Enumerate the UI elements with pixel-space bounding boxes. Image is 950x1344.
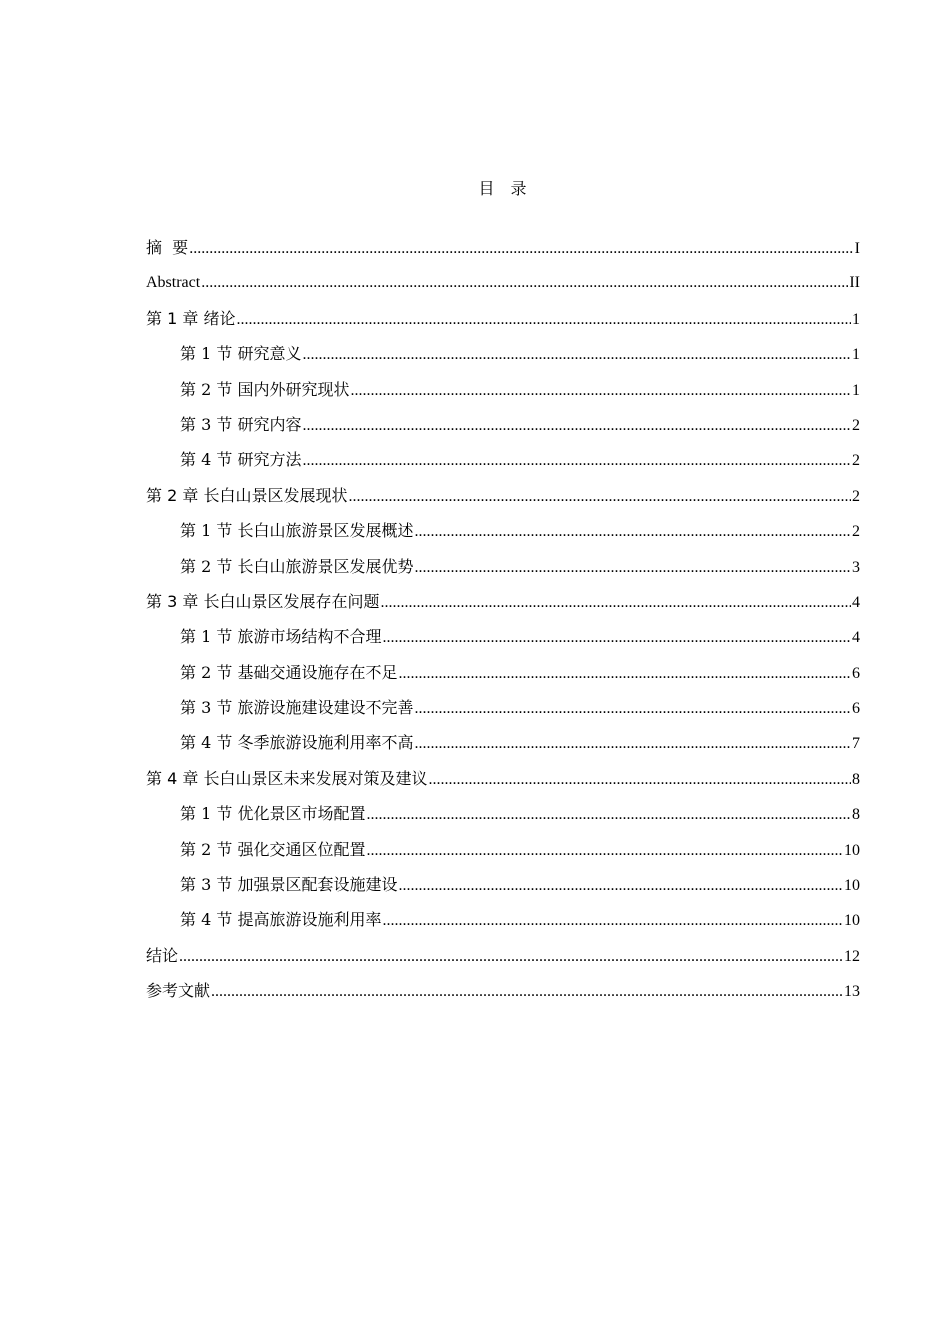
toc-entry[interactable] bbox=[146, 413, 860, 448]
toc-page-number: II bbox=[849, 274, 860, 292]
toc-entry[interactable] bbox=[146, 342, 860, 377]
toc-entry-label: 第 3 节 加强景区配套设施建设 bbox=[180, 875, 398, 895]
toc-dot-leader bbox=[380, 591, 851, 615]
toc-entry-label: 第 2 节 基础交通设施存在不足 bbox=[180, 662, 398, 682]
toc-dot-leader bbox=[302, 343, 851, 367]
toc-dot-leader bbox=[348, 485, 851, 509]
toc-entry[interactable] bbox=[146, 731, 860, 766]
toc-entry[interactable] bbox=[146, 802, 860, 837]
toc-entry[interactable] bbox=[146, 838, 860, 873]
toc-entry[interactable] bbox=[146, 908, 860, 943]
toc-entry-label: 第 3 节 研究内容 bbox=[180, 414, 302, 434]
toc-dot-leader bbox=[189, 237, 853, 261]
toc-page-number: 2 bbox=[852, 452, 860, 470]
toc-entry-label: 第 1 节 长白山旅游景区发展概述 bbox=[180, 521, 414, 541]
toc-entry[interactable] bbox=[146, 873, 860, 908]
toc-dot-leader bbox=[398, 662, 851, 686]
toc-dot-leader bbox=[179, 945, 843, 969]
toc-page-number: 2 bbox=[852, 416, 860, 434]
toc-entry-label: 第 3 节 旅游设施建设建设不完善 bbox=[180, 698, 414, 718]
toc-entry[interactable] bbox=[146, 448, 860, 483]
toc-entry[interactable] bbox=[146, 625, 860, 660]
toc-entry[interactable] bbox=[146, 307, 860, 342]
toc-entry-label: 第 4 节 研究方法 bbox=[180, 450, 302, 470]
toc-entry-label: 第 2 节 强化交通区位配置 bbox=[180, 839, 366, 859]
toc-page-number: 1 bbox=[852, 381, 860, 399]
toc-entry[interactable] bbox=[146, 696, 860, 731]
toc-page-number: 12 bbox=[844, 947, 860, 965]
toc-page-number: 8 bbox=[852, 806, 860, 824]
toc-entry-label: 第 4 章 长白山景区未来发展对策及建议 bbox=[146, 768, 428, 788]
toc-page-number: 4 bbox=[852, 593, 860, 611]
toc-page-number: 2 bbox=[852, 487, 860, 505]
toc-entry-label: 第 1 章 绪论 bbox=[146, 308, 236, 328]
toc-page-number: 1 bbox=[852, 346, 860, 364]
toc-page-number: 7 bbox=[852, 735, 860, 753]
toc-entry[interactable] bbox=[146, 555, 860, 590]
table-of-contents bbox=[146, 236, 860, 1015]
toc-entry-label: 第 3 章 长白山景区发展存在问题 bbox=[146, 591, 380, 611]
toc-title-char-2: 录 bbox=[510, 181, 527, 198]
toc-dot-leader bbox=[302, 449, 851, 473]
toc-page-number: 4 bbox=[852, 629, 860, 647]
toc-entry-label: 参考文献 bbox=[146, 981, 211, 1001]
toc-entry[interactable] bbox=[146, 944, 860, 979]
toc-dot-leader bbox=[414, 556, 851, 580]
toc-entry-label: 第 4 节 冬季旅游设施利用率不高 bbox=[180, 733, 414, 753]
toc-page-number: I bbox=[854, 240, 860, 257]
toc-entry-label: 第 2 章 长白山景区发展现状 bbox=[146, 485, 348, 505]
toc-entry-label: 第 2 节 国内外研究现状 bbox=[180, 379, 350, 399]
toc-entry-label: 第 4 节 提高旅游设施利用率 bbox=[180, 910, 382, 930]
toc-entry-label: 结论 bbox=[146, 945, 179, 965]
toc-dot-leader bbox=[414, 732, 851, 756]
toc-page-number: 10 bbox=[844, 841, 860, 859]
toc-dot-leader bbox=[366, 839, 843, 863]
toc-page-number: 10 bbox=[844, 912, 860, 930]
toc-dot-leader bbox=[414, 520, 851, 544]
toc-page-number: 8 bbox=[852, 770, 860, 788]
toc-dot-leader bbox=[414, 697, 851, 721]
toc-entry[interactable] bbox=[146, 236, 860, 271]
toc-page-number: 10 bbox=[844, 877, 860, 895]
toc-page-number: 1 bbox=[852, 310, 860, 328]
toc-entry[interactable] bbox=[146, 519, 860, 554]
toc-entry[interactable] bbox=[146, 661, 860, 696]
toc-entry-label: 第 2 节 长白山旅游景区发展优势 bbox=[180, 556, 414, 576]
toc-dot-leader bbox=[211, 980, 843, 1004]
toc-entry[interactable] bbox=[146, 767, 860, 802]
toc-page-number: 3 bbox=[852, 558, 860, 576]
toc-dot-leader bbox=[236, 308, 851, 332]
toc-dot-leader bbox=[366, 803, 851, 827]
toc-page-number: 6 bbox=[852, 700, 860, 718]
toc-dot-leader bbox=[302, 414, 851, 438]
toc-entry-label: 摘 要 bbox=[146, 238, 189, 257]
toc-page-number: 2 bbox=[852, 523, 860, 541]
toc-entry-label: Abstract bbox=[146, 274, 201, 292]
toc-title-char-1: 目 bbox=[478, 181, 495, 198]
toc-dot-leader bbox=[398, 874, 843, 898]
toc-dot-leader bbox=[382, 626, 851, 650]
toc-dot-leader bbox=[428, 768, 851, 792]
toc-title bbox=[0, 178, 950, 202]
toc-entry-label: 第 1 节 优化景区市场配置 bbox=[180, 804, 366, 824]
toc-dot-leader bbox=[350, 379, 851, 403]
toc-entry[interactable] bbox=[146, 484, 860, 519]
toc-dot-leader bbox=[382, 909, 843, 933]
toc-entry[interactable] bbox=[146, 378, 860, 413]
toc-entry[interactable] bbox=[146, 979, 860, 1014]
toc-entry[interactable] bbox=[146, 271, 860, 306]
toc-entry-label: 第 1 节 旅游市场结构不合理 bbox=[180, 627, 382, 647]
toc-entry[interactable] bbox=[146, 590, 860, 625]
toc-dot-leader bbox=[201, 271, 848, 295]
toc-page-number: 13 bbox=[844, 983, 860, 1001]
toc-page-number: 6 bbox=[852, 664, 860, 682]
toc-entry-label: 第 1 节 研究意义 bbox=[180, 344, 302, 364]
